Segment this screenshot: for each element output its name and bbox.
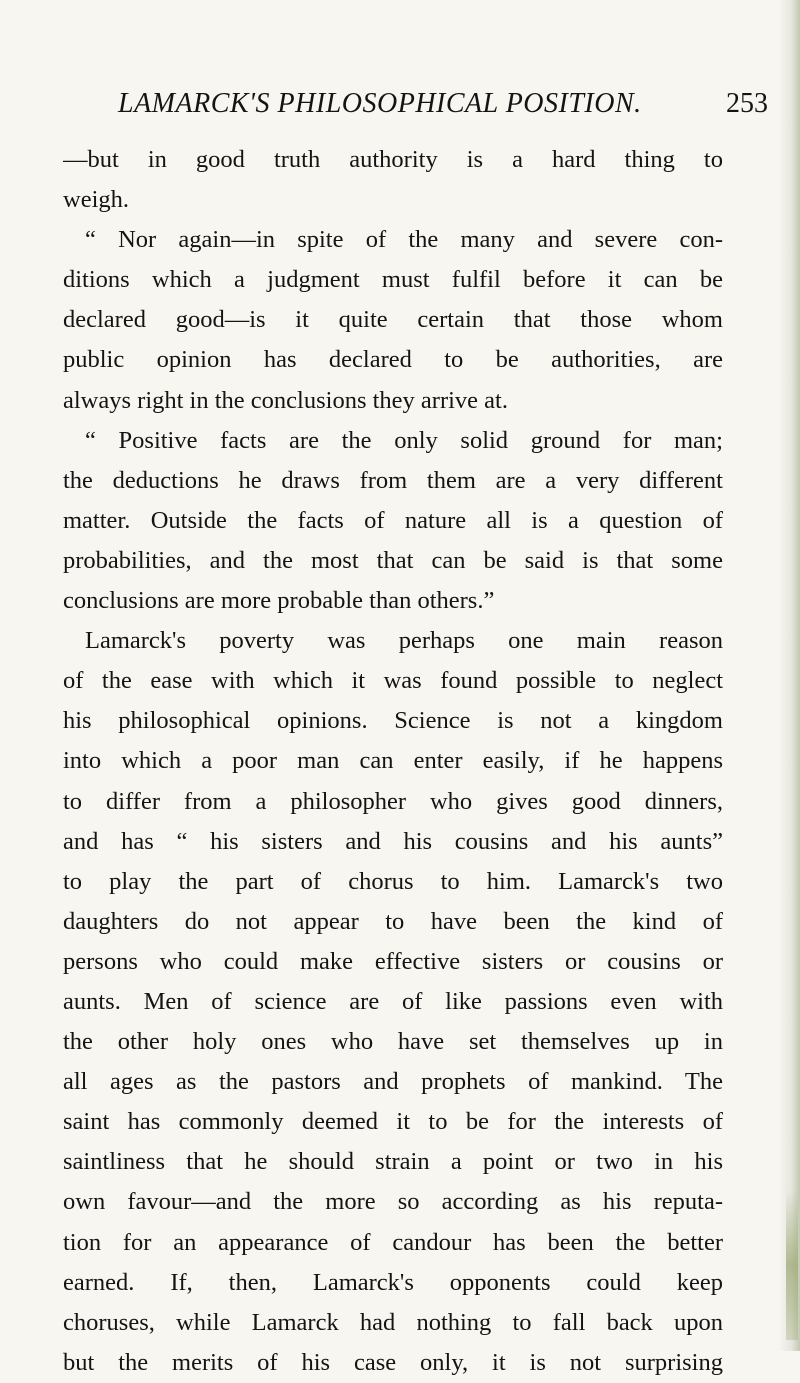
text-line: to play the part of chorus to him. Lamarck's two [63, 867, 723, 895]
page-number: 253 [726, 88, 768, 119]
text-line: of the ease with which it was found possible to neglect [63, 667, 723, 695]
text-line: “ Positive facts are the only solid ground for man; [85, 426, 723, 454]
text-line: choruses, while Lamarck had nothing to fall back upon [63, 1308, 723, 1336]
text-line: all ages as the pastors and prophets of mankind. The [63, 1068, 723, 1096]
text-line: probabilities, and the most that can be said is that some [63, 546, 723, 574]
text-line: Lamarck's poverty was perhaps one main reason [85, 627, 723, 655]
running-title: LAMARCK'S PHILOSOPHICAL POSITION. [118, 88, 642, 119]
text-line: aunts. Men of science are of like passions even with [63, 987, 723, 1015]
page-edge-stain [786, 1190, 798, 1340]
text-line: earned. If, then, Lamarck's opponents could keep [63, 1268, 723, 1296]
text-line: ditions which a judgment must fulfil before it can be [63, 266, 723, 294]
text-line: saintliness that he should strain a point or two in his [63, 1148, 723, 1176]
text-line: conclusions are more probable than others.” [63, 587, 495, 615]
text-line: always right in the conclusions they arrive at. [63, 386, 508, 414]
text-line: —but in good truth authority is a hard thing to [63, 146, 723, 173]
text-line: daughters do not appear to have been the kind of [63, 907, 723, 935]
text-line: to differ from a philosopher who gives good dinners, [63, 787, 723, 815]
text-line: his philosophical opinions. Science is not a kingdom [63, 707, 723, 735]
page-edge-shadow [778, 0, 800, 1351]
text-line: the other holy ones who have set themselves up in [63, 1028, 723, 1056]
running-head [118, 88, 768, 128]
text-line: own favour—and the more so according as his reputa- [63, 1188, 723, 1216]
text-line: persons who could make effective sisters or cousins or [63, 947, 723, 975]
text-line: weigh. [63, 186, 129, 214]
text-line: and has “ his sisters and his cousins and his aunts” [63, 827, 723, 855]
text-line: matter. Outside the facts of nature all is a question of [63, 506, 723, 534]
text-line: into which a poor man can enter easily, if he happens [63, 747, 723, 775]
text-line: public opinion has declared to be authorities, are [63, 346, 723, 374]
text-line: “ Nor again—in spite of the many and severe con- [85, 226, 723, 254]
body-text [63, 140, 723, 1383]
text-line: the deductions he draws from them are a very different [63, 466, 723, 494]
text-line: tion for an appearance of candour has been the better [63, 1228, 723, 1256]
text-line: but the merits of his case only, it is not surprising [63, 1348, 723, 1376]
text-line: declared good—is it quite certain that those whom [63, 306, 723, 334]
text-line: saint has commonly deemed it to be for the interests of [63, 1108, 723, 1136]
